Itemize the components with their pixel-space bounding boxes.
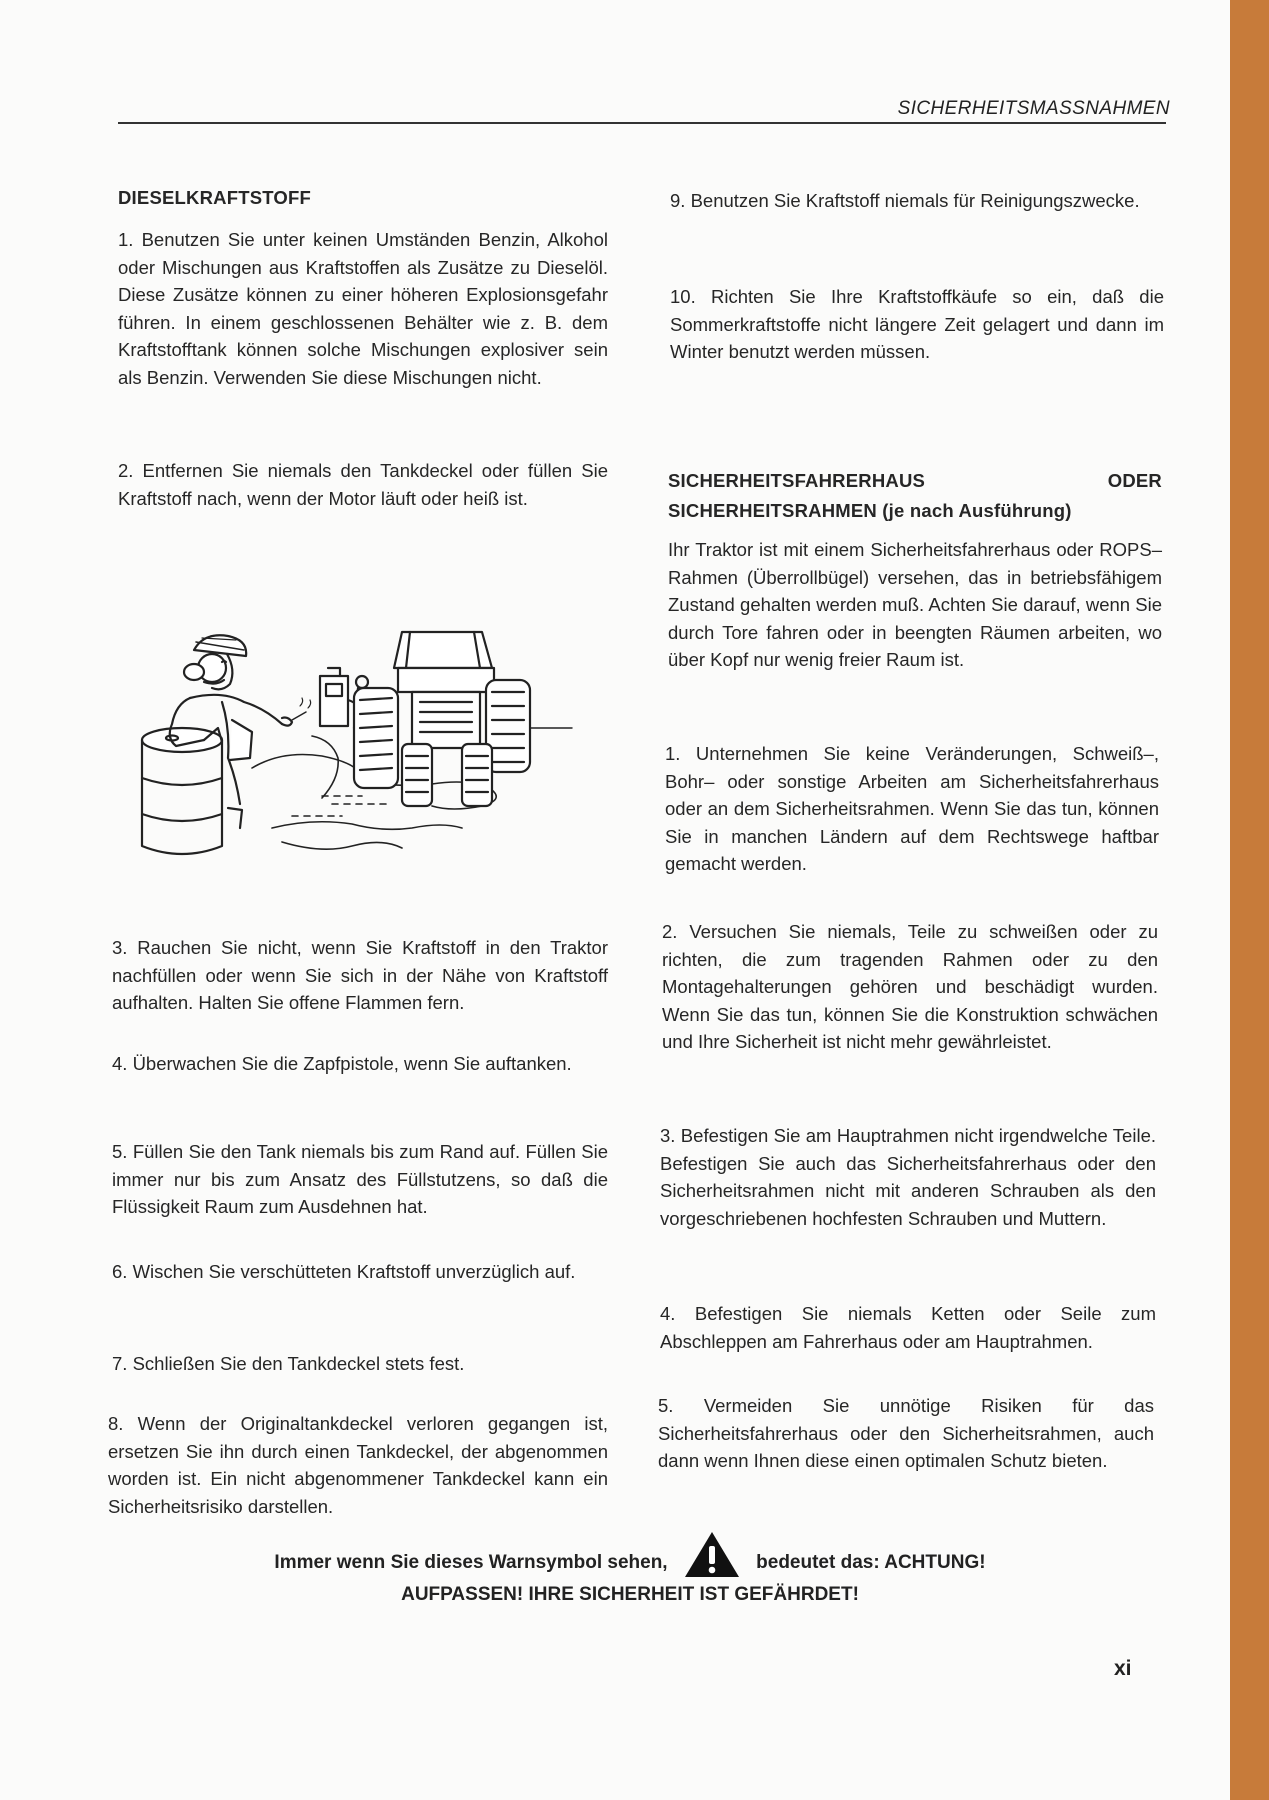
page-number: xi — [1114, 1657, 1132, 1680]
list-item-diesel-2: 2. Entfernen Sie niemals den Tankdeckel oder füllen Sie Kraftstoff nach, wenn der Motor läuft oder heiß ist. — [118, 460, 608, 509]
cab-intro-paragraph: Ihr Traktor ist mit einem Sicherheitsfahrerhaus oder ROPS–Rahmen (Überrollbügel) versehen, das in betriebsfähigem Zustand gehalten werden muß. Achten Sie darauf, wenn Sie durch Tore fahren oder in beengten Räumen arbeiten, wo über Kopf nur wenig freier Raum ist. — [668, 539, 1162, 670]
running-header: SICHERHEITSMASSNAHMEN — [897, 98, 1170, 119]
fuel-barrel — [142, 728, 222, 854]
list-item-diesel-4: 4. Überwachen Sie die Zapfpistole, wenn Sie auftanken. — [112, 1053, 572, 1074]
refueling-hazard-illustration — [132, 628, 594, 868]
list-item-diesel-5: 5. Füllen Sie den Tank niemals bis zum Rand auf. Füllen Sie immer nur bis zum Ansatz des Füllstutzens, so daß die Flüssigkeit Raum zum Ausdehnen hat. — [112, 1141, 608, 1217]
list-item-cab-3: 3. Befestigen Sie am Hauptrahmen nicht irgendwelche Teile. Befestigen Sie auch das Sicherheitsfahrerhaus oder den Sicherheitsrahmen nicht mit anderen Schrauben als den vorgeschriebenen hochfesten Schrauben und Muttern. — [660, 1125, 1156, 1229]
tractor — [354, 632, 572, 806]
list-item-cab-5: 5. Vermeiden Sie unnötige Risiken für das Sicherheitsfahrerhaus oder den Sicherheitsrahmen, auch dann wenn Ihnen diese einen optimalen Schutz bieten. — [658, 1395, 1154, 1471]
section-heading-cab: SICHERHEITSFAHRERHAUS ODER SICHERHEITSRAHMEN (je nach Ausführung) — [668, 470, 1162, 521]
list-item-diesel-7: 7. Schließen Sie den Tankdeckel stets fest. — [112, 1353, 465, 1374]
list-item-diesel-10: 10. Richten Sie Ihre Kraftstoffkäufe so ein, daß die Sommerkraftstoffe nicht längere Zeit gelagert und dann im Winter benutzt werden müssen. — [670, 286, 1164, 362]
section-heading-diesel: DIESELKRAFTSTOFF — [118, 187, 311, 208]
warning-triangle-icon — [683, 1530, 741, 1580]
notice-line-1: Immer wenn Sie dieses Warnsymbol sehen, bedeutet das: ACHTUNG! — [150, 1546, 1110, 1580]
list-item-cab-4: 4. Befestigen Sie niemals Ketten oder Seile zum Abschleppen am Fahrerhaus oder am Hauptrahmen. — [660, 1303, 1156, 1352]
list-item-diesel-9: 9. Benutzen Sie Kraftstoff niemals für Reinigungszwecke. — [670, 190, 1140, 211]
header-rule — [118, 122, 1166, 124]
list-item-cab-2: 2. Versuchen Sie niemals, Teile zu schweißen oder zu richten, die zum tragenden Rahmen oder zu den Montagehalterungen gehören und beschädigt wurden. Wenn Sie das tun, können Sie die Konstruktion schwächen und Ihre Sicherheit ist nicht mehr gewährleistet. — [662, 921, 1158, 1052]
list-item-cab-1: 1. Unternehmen Sie keine Veränderungen, Schweiß–, Bohr– oder sonstige Arbeiten am Sicherheitsfahrerhaus oder an dem Sicherheitsrahmen. Wenn Sie das tun, können Sie in manchen Ländern auf dem Rechtswege haftbar gemacht werden. — [665, 743, 1159, 874]
list-item-diesel-1: 1. Benutzen Sie unter keinen Umständen Benzin, Alkohol oder Mischungen aus Kraftstoffen als Zusätze zu Dieselöl. Diese Zusätze können zu einer höheren Explosionsgefahr führen. In einem geschlossenen Behälter wie z. B. dem Kraftstofftank können solche Mischungen explosiver sein als Benzin. Verwenden Sie diese Mischungen nicht. — [118, 229, 608, 388]
notice-line-2: AUFPASSEN! IHRE SICHERHEIT IST GEFÄHRDET! — [401, 1584, 859, 1605]
page-edge-strip — [1230, 0, 1269, 1800]
list-item-diesel-6: 6. Wischen Sie verschütteten Kraftstoff unverzüglich auf. — [112, 1261, 576, 1282]
list-item-diesel-3: 3. Rauchen Sie nicht, wenn Sie Kraftstoff in den Traktor nachfüllen oder wenn Sie sich in der Nähe von Kraftstoff aufhalten. Halten Sie offene Flammen fern. — [112, 937, 608, 1013]
list-item-diesel-8: 8. Wenn der Originaltankdeckel verloren gegangen ist, ersetzen Sie ihn durch einen Tankdeckel, der abgenommen worden ist. Ein nicht abgenommener Tankdeckel kann ein Sicherheitsrisiko darstellen. — [108, 1413, 608, 1517]
safety-alert-notice — [150, 1546, 1110, 1610]
